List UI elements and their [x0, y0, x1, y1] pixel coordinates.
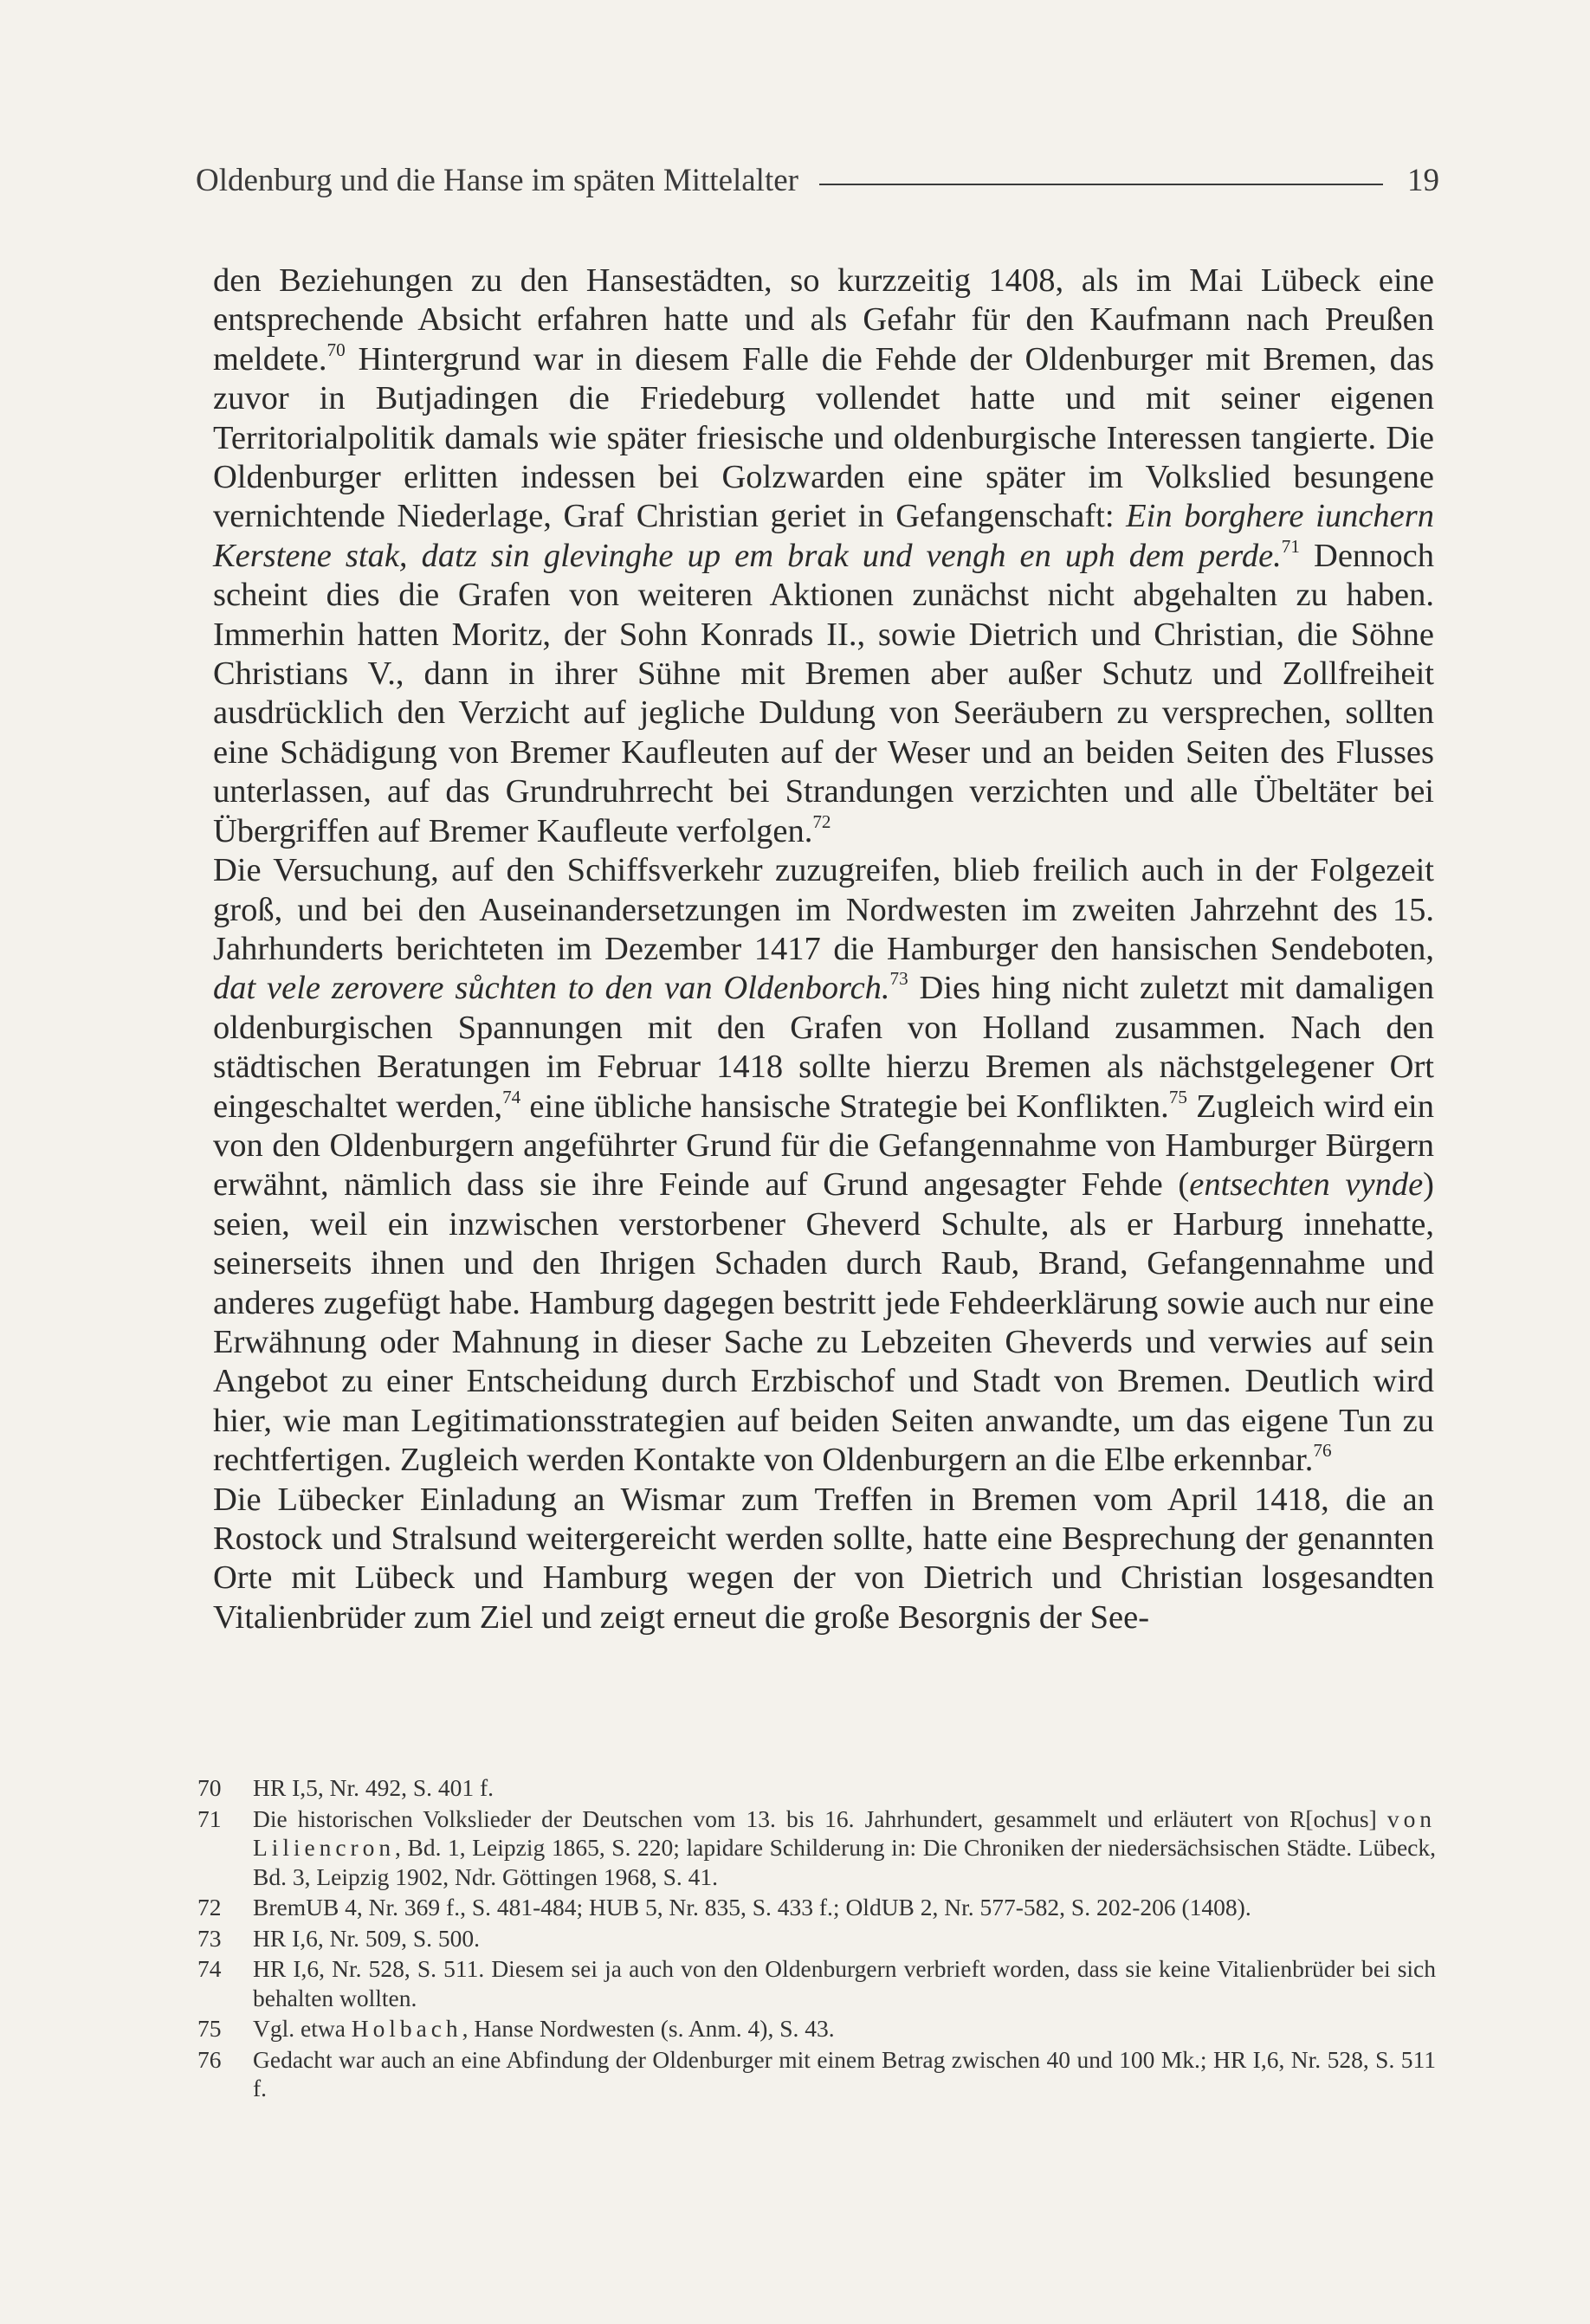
footnote-reference: 76: [1313, 1440, 1332, 1462]
footnote-text: [253, 2014, 1436, 2043]
footnote-text: [253, 1804, 1436, 1892]
footnote-reference: 70: [326, 339, 346, 360]
footnote-text: [253, 1954, 1436, 2012]
text-run: den Beziehungen zu den Hansestädten, so kurzzeitig 1408, als im Mai Lübeck eine entsprechende Absicht erfahren hatte und als Gefahr für den Kaufmann nach Preußen meldete.: [213, 262, 1434, 378]
footnote-reference: 71: [1281, 535, 1300, 557]
footnote-text: [253, 1924, 1436, 1953]
text-run: Dennoch scheint dies die Grafen von weiteren Aktionen zunächst nicht abgehalten zu haben. Immerhin hatten Moritz, der Sohn Konrads II., sowie Dietrich und Christian, die Söhne Christians V., dann in ihrer Sühne mit Bremen aber außer Schutz und Zollfreiheit ausdrücklich den Verzicht auf jegliche Duldung von Seeräubern zu versprechen, sollten eine Schädigung von Bremer Kaufleuten auf der Weser und an beiden Seiten des Flusses unterlassen, auf das Grundruhrrecht bei Strandungen verzichten und alle Übeltäter bei Übergriffen auf Bremer Kaufleute verfolgen.: [213, 537, 1434, 849]
footnote: [197, 1773, 1436, 1803]
footnote-number: 75: [197, 2015, 222, 2042]
text-run: Gedacht war auch an eine Abfindung der Oldenburger mit einem Betrag zwischen 40 und 100 Mk.; HR I,6, Nr. 528, S. 511 f.: [253, 2045, 1436, 2101]
text-run: HR I,6, Nr. 528, S. 511. Diesem sei ja auch von den Oldenburgern verbrieft worden, dass sie keine Vitalienbrüder bei sich behalten wollten.: [253, 1955, 1436, 2011]
text-run: ) seien, weil ein inzwischen verstorbener Gheverd Schulte, als er Harburg innehatte, seinerseits ihnen und den Ihrigen Schaden durch Raub, Brand, Gefangennahme und anderes zugefügt habe. Hamburg dagegen bestritt jede Fehdeerklärung sowie auch nur eine Erwähnung oder Mahnung in dieser Sache zu Lebzeiten Gheverds und verwies auf sein Angebot zu einer Entscheidung durch Erzbischof und Stadt von Bremen. Deutlich wird hier, wie man Legitimationsstrategien auf beiden Seiten anwandte, um das eigene Tun zu rechtfertigen. Zugleich werden Kontakte von Oldenburgern an die Elbe erkennbar.: [213, 1166, 1434, 1479]
running-header: [196, 156, 1439, 204]
page-number: 19: [1407, 162, 1439, 198]
author-name: von Liliencron: [253, 1804, 1436, 1861]
text-run: Die Lübecker Einladung an Wismar zum Treffen in Bremen vom April 1418, die an Rostock und Stralsund weitergereicht werden sollte, hatte eine Besprechung der genannten Orte mit Lübeck und Hamburg wegen der von Dietrich und Christian losgesandten Vitalienbrüder zum Ziel und zeigt erneut die große Besorgnis der See-: [213, 1481, 1434, 1636]
italic-quotation: entsechten vynde: [1189, 1166, 1424, 1204]
footnote-number: 71: [197, 1804, 222, 1832]
footnote-number: 72: [197, 1894, 222, 1921]
footnote: [197, 1954, 1436, 2012]
author-name: Holbach: [351, 2015, 462, 2042]
footnote: [197, 2014, 1436, 2043]
header-rule: [819, 184, 1383, 185]
footnote: [197, 1924, 1436, 1953]
italic-quotation: Ein borghere iunchern Kerstene stak, datz sin glevinghe up em brak und vengh en uph dem perde.: [213, 498, 1434, 574]
footnote-reference: 75: [1168, 1086, 1187, 1107]
text-run: Die Versuchung, auf den Schiffsverkehr zuzugreifen, blieb freilich auch in der Folgezeit groß, und bei den Auseinandersetzungen im Nordwesten im zweiten Jahrzehnt des 15. Jahrhunderts berichteten im Dezember 1417 die Hamburger den hansischen Sendeboten,: [213, 852, 1434, 967]
footnote-reference: 74: [502, 1086, 521, 1107]
footnote-text: [253, 2045, 1436, 2103]
italic-quotation: dat vele zerovere sůchten to den van Oldenborch.: [213, 970, 890, 1007]
footnote: [197, 2045, 1436, 2103]
footnote-number: 76: [197, 2045, 222, 2073]
footnote-reference: 73: [889, 968, 908, 990]
footnote: [197, 1893, 1436, 1922]
footnote-text: [253, 1893, 1436, 1922]
text-run: HR I,6, Nr. 509, S. 500.: [253, 1924, 481, 1952]
paragraph: [213, 1481, 1434, 1638]
text-run: , Bd. 1, Leipzig 1865, S. 220; lapidare Schilderung in: Die Chroniken der niedersächsischen Städte. Lübeck, Bd. 3, Leipzig 1902, Ndr. Göttingen 1968, S. 41.: [253, 1834, 1436, 1890]
footnote-text: [253, 1773, 1436, 1803]
footnote-number: 70: [197, 1774, 222, 1801]
footnote: [197, 1804, 1436, 1892]
footnote-reference: 72: [812, 810, 831, 832]
footnote-number: 73: [197, 1924, 222, 1952]
paragraph: [213, 851, 1434, 1481]
text-run: BremUB 4, Nr. 369 f., S. 481-484; HUB 5, Nr. 835, S. 433 f.; OldUB 2, Nr. 577-582, S. 202-206 (1408).: [253, 1894, 1251, 1921]
text-run: Dies hing nicht zuletzt mit damaligen oldenburgischen Spannungen mit den Grafen von Holland zusammen. Nach den städtischen Beratungen im Februar 1418 sollte hierzu Bremen als nächstgelegener Ort eingeschaltet werden,: [213, 970, 1435, 1125]
paragraph: [213, 261, 1434, 851]
text-run: , Hanse Nordwesten (s. Anm. 4), S. 43.: [462, 2015, 835, 2042]
footnotes: [197, 1773, 1436, 2105]
footnote-number: 74: [197, 1955, 222, 1982]
text-run: Vgl. etwa: [253, 2015, 352, 2042]
text-run: Die historischen Volkslieder der Deutschen vom 13. bis 16. Jahrhundert, gesammelt und erläutert von R[ochus]: [253, 1804, 1387, 1832]
text-run: Zugleich wird ein von den Oldenburgern angeführter Grund für die Gefangennahme von Hamburger Bürgern erwähnt, nämlich dass sie ihre Feinde auf Grund angesagter Fehde (: [213, 1088, 1434, 1204]
running-title: Oldenburg und die Hanse im späten Mittelalter: [196, 162, 798, 198]
text-run: Hintergrund war in diesem Falle die Fehde der Oldenburger mit Bremen, das zuvor in Butjadingen die Friedeburg vollendet hatte und mit seiner eigenen Territorialpolitik damals wie später friesische und oldenburgische Interessen tangierte. Die Oldenburger erlitten indessen bei Golzwarden eine später im Volkslied besungene vernichtende Niederlage, Graf Christian geriet in Gefangenschaft:: [213, 340, 1434, 535]
body-text: [213, 261, 1434, 1637]
text-run: eine übliche hansische Strategie bei Konflikten.: [520, 1088, 1169, 1125]
text-run: HR I,5, Nr. 492, S. 401 f.: [253, 1774, 494, 1801]
